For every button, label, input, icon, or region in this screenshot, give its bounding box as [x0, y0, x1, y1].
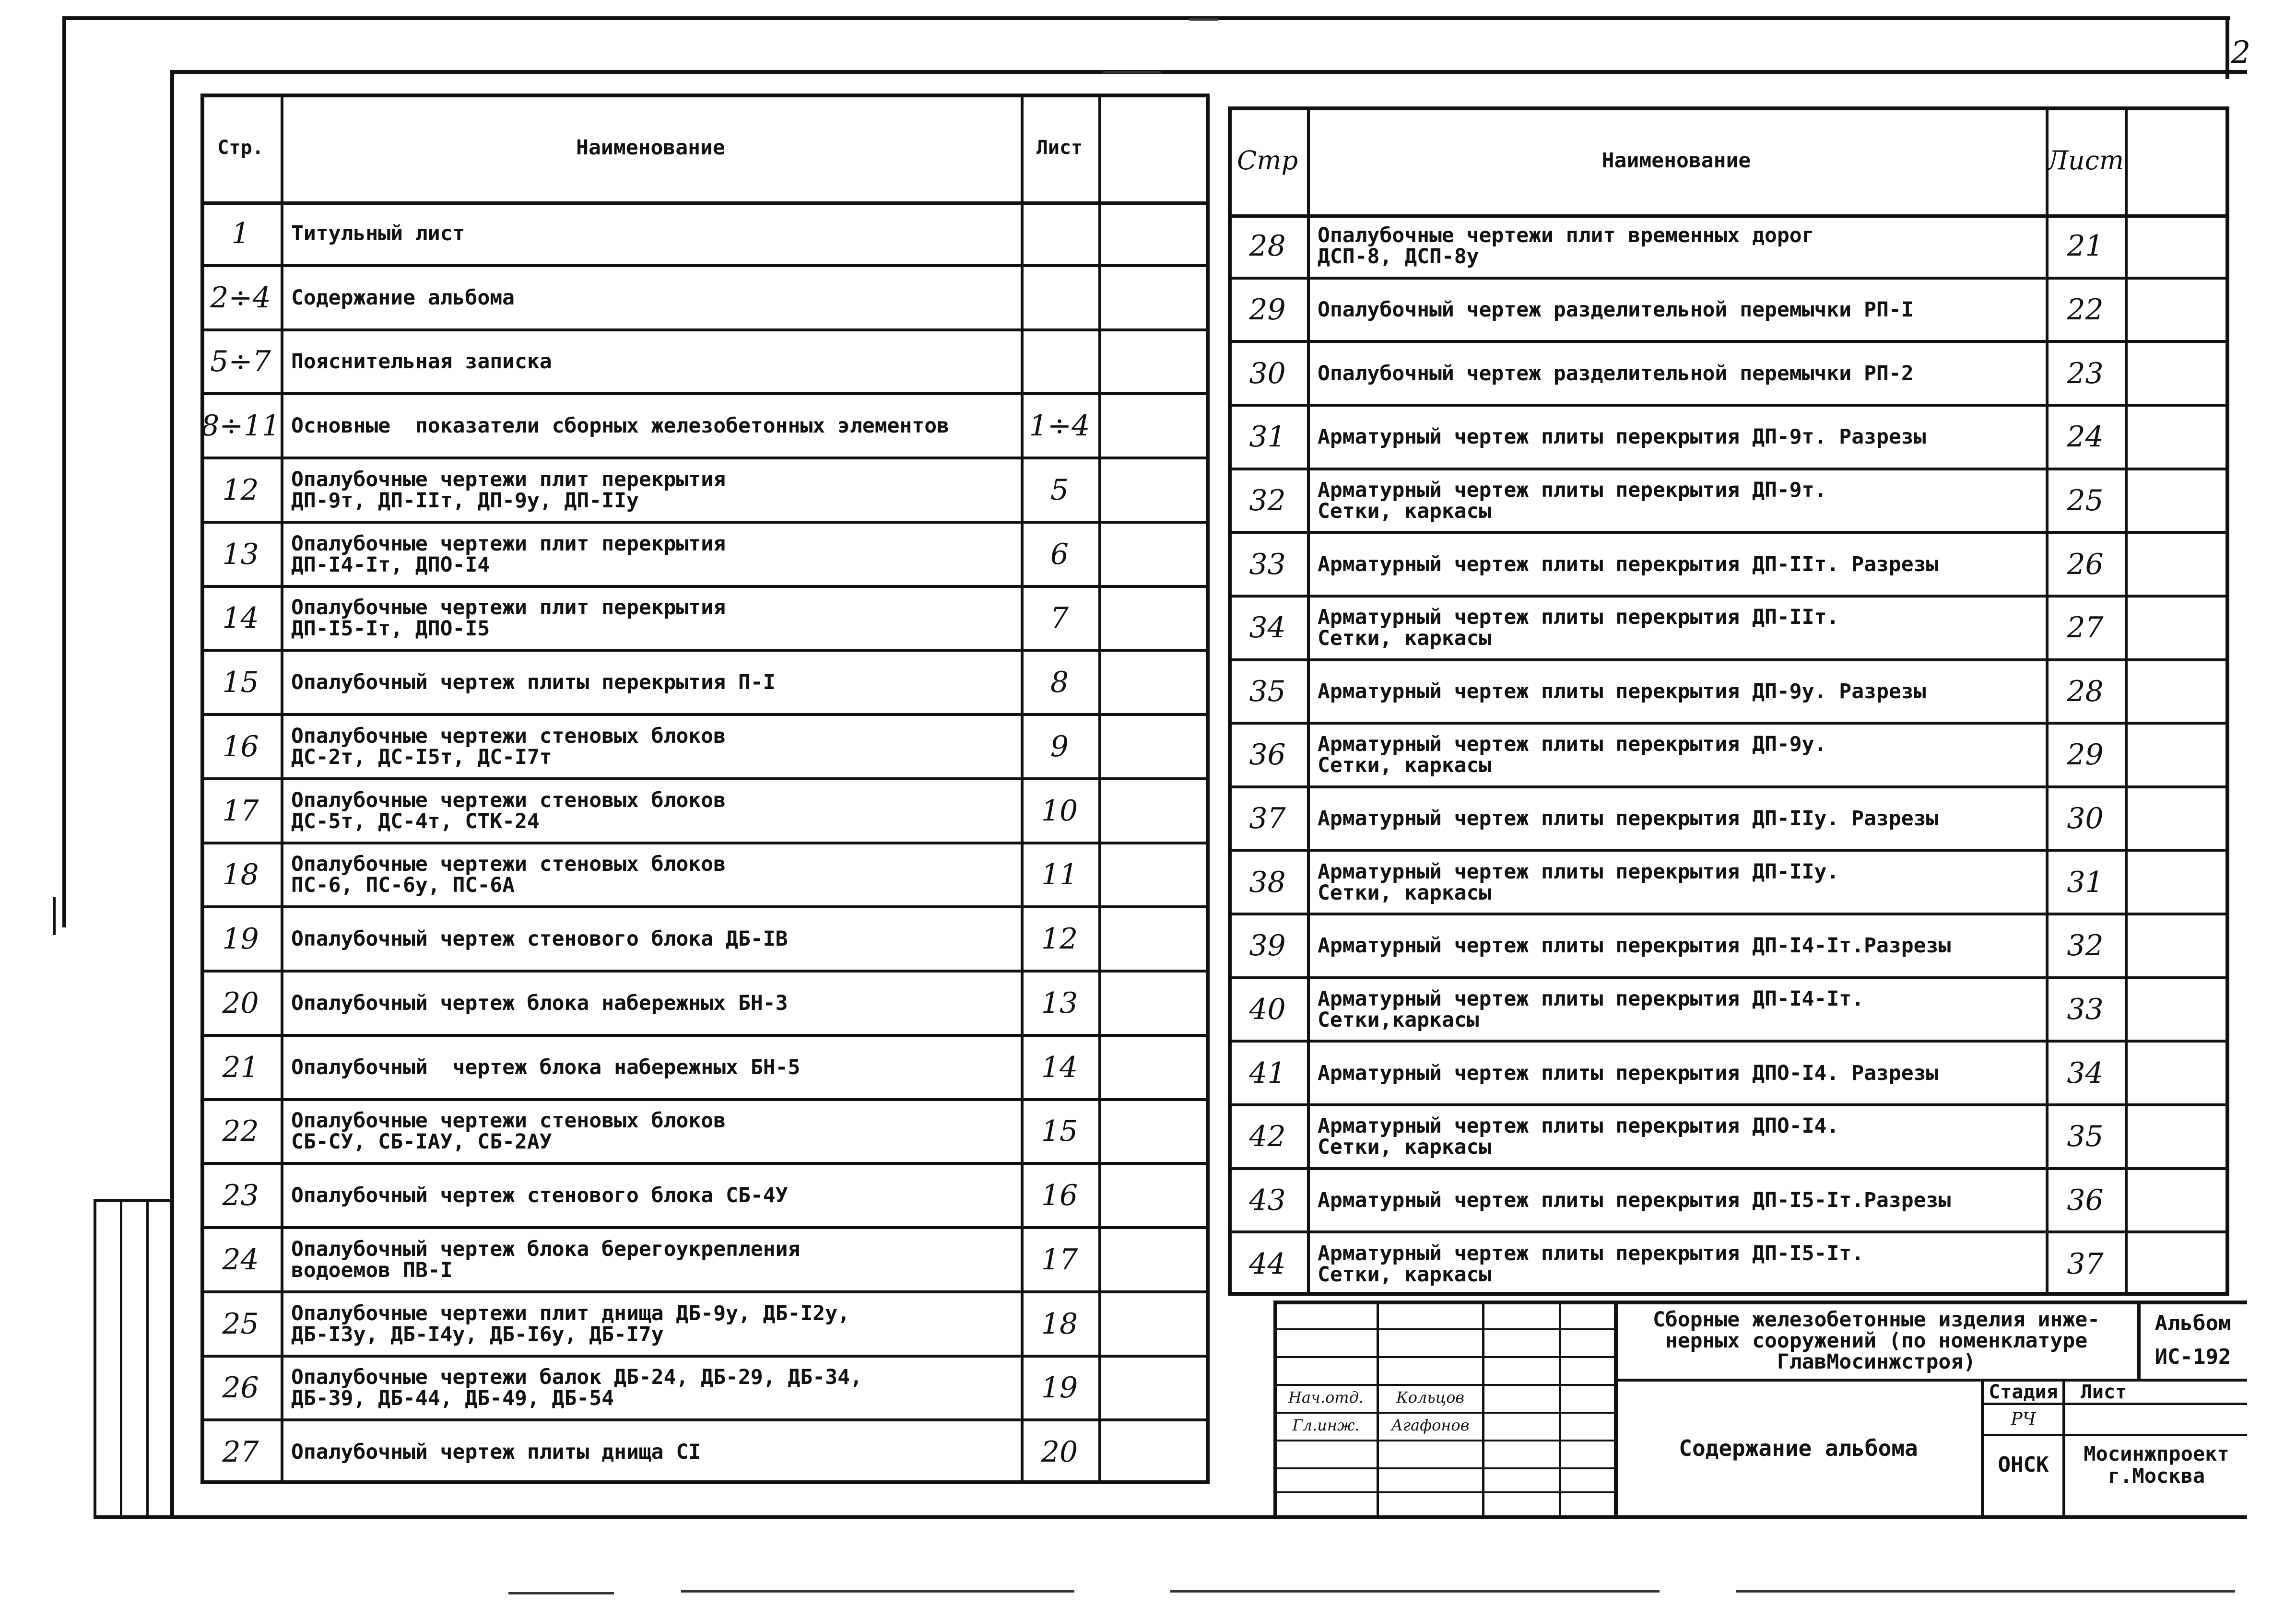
right-table-col-line-2 [2125, 106, 2128, 1296]
tb-department: ОНСК [1998, 1453, 2049, 1477]
row-name: Арматурный чертеж плиты перекрытия ДП-IIт. Сетки, каркасы [1318, 605, 1839, 651]
frame-left-line-inner [170, 70, 174, 1518]
row-sheet [1021, 201, 1098, 266]
tb-organization: Мосинжпроект г.Москва [2084, 1442, 2229, 1488]
row-sheet: 30 [2067, 802, 2104, 836]
row-page: 32 [1249, 483, 1286, 517]
row-page: 37 [1249, 802, 1286, 836]
row-sheet: 8 [1050, 666, 1069, 700]
row-name: Опалубочные чертежи плит днища ДБ-9у, ДБ-I2у, ДБ-I3у, ДБ-I4у, ДБ-I6у, ДБ-I7у [291, 1301, 850, 1347]
row-name: Арматурный чертеж плиты перекрытия ДП-9у. Разрезы [1318, 679, 1926, 703]
row-name: Пояснительная записка [291, 350, 552, 374]
row-name: Опалубочные чертежи стеновых блоков ДС-2т, ДС-I5т, ДС-I7т [291, 724, 726, 769]
row-page: 17 [222, 794, 259, 828]
row-name: Опалубочный чертеж блока берегоукрепления водоемов ПВ-I [291, 1237, 801, 1282]
tb-album-label: Альбом [2155, 1311, 2231, 1336]
row-sheet: 29 [2067, 738, 2104, 772]
row-name: Арматурный чертеж плиты перекрытия ДП-I5-Iт. Сетки, каркасы [1318, 1241, 1864, 1287]
tb-project-title: Сборные железобетонные изделия инже- нерных сооружений (по номенклатуре ГлавМосинжстроя) [1653, 1307, 2100, 1374]
row-sheet [1021, 266, 1098, 330]
row-page: 25 [222, 1307, 259, 1341]
row-name: Опалубочные чертежи стеновых блоков ПС-6, ПС-6у, ПС-6А [291, 852, 726, 898]
scan-dash-bottom3 [1170, 1590, 1660, 1593]
row-page: 5÷7 [210, 345, 271, 379]
header-name: Наименование [1601, 148, 1751, 173]
row-page: 13 [222, 537, 259, 571]
row-page: 39 [1249, 929, 1286, 963]
row-sheet: 36 [2067, 1183, 2104, 1218]
row-name: Арматурный чертеж плиты перекрытия ДП-IIу. Разрезы [1318, 807, 1939, 831]
row-name: Опалубочный чертеж разделительной перемычки РП-2 [1318, 361, 1914, 386]
row-name: Опалубочные чертежи балок ДБ-24, ДБ-29, ДБ-34, ДБ-39, ДБ-44, ДБ-49, ДБ-54 [291, 1365, 862, 1411]
row-page: 20 [222, 986, 259, 1020]
row-sheet: 13 [1041, 986, 1078, 1020]
row-page: 34 [1249, 611, 1286, 645]
row-sheet: 19 [1041, 1371, 1078, 1405]
row-name: Арматурный чертеж плиты перекрытия ДП-I4-Iт.Разрезы [1318, 934, 1951, 958]
row-page: 14 [222, 601, 259, 635]
row-name: Опалубочные чертежи стеновых блоков ДС-5т, ДС-4т, СТК-24 [291, 788, 726, 833]
row-page: 38 [1249, 865, 1286, 899]
row-sheet: 24 [2067, 420, 2104, 454]
row-name: Арматурный чертеж плиты перекрытия ДПО-I4. Сетки, каркасы [1318, 1114, 1839, 1160]
row-sheet: 6 [1050, 537, 1069, 571]
tb-sign-row-line [1273, 1467, 1616, 1469]
row-sheet: 9 [1050, 729, 1069, 763]
row-page: 36 [1249, 738, 1286, 772]
row-page: 43 [1249, 1183, 1286, 1218]
tb-stage-value: РЧ [2011, 1409, 2036, 1429]
tb-sign-role: Нач.отд. [1288, 1388, 1364, 1406]
row-name: Арматурный чертеж плиты перекрытия ДП-9т. Разрезы [1318, 425, 1926, 449]
header-name: Наименование [576, 135, 725, 160]
row-page: 44 [1249, 1247, 1286, 1281]
header-sheet: Лист [1036, 136, 1083, 159]
tb-col1 [1377, 1301, 1379, 1516]
row-page: 27 [222, 1435, 259, 1469]
row-page: 22 [222, 1114, 259, 1148]
row-page: 12 [222, 473, 259, 507]
row-page: 30 [1249, 356, 1286, 390]
row-name: Арматурный чертеж плиты перекрытия ДП-IIт. Разрезы [1318, 552, 1939, 576]
binding-strip-top [94, 1199, 173, 1202]
scan-dash-bottom4 [1736, 1590, 2235, 1593]
row-page: 24 [222, 1242, 259, 1277]
row-page: 29 [1249, 293, 1286, 327]
row-page: 2÷4 [210, 281, 271, 315]
row-page: 15 [222, 666, 259, 700]
row-name: Опалубочный чертеж плиты днища СI [291, 1440, 701, 1465]
binding-strip-mid1 [120, 1199, 122, 1518]
row-page: 35 [1249, 674, 1286, 708]
tb-sign-name: Кольцов [1396, 1388, 1465, 1406]
frame-left-line-outer [62, 16, 66, 927]
tb-sheet-title: Содержание альбома [1679, 1435, 1918, 1461]
row-sheet: 27 [2067, 611, 2104, 645]
scan-dash-bottom2 [681, 1590, 1074, 1593]
binding-mark [53, 897, 56, 935]
row-sheet: 15 [1041, 1114, 1078, 1148]
row-name: Опалубочные чертежи стеновых блоков СБ-СУ, СБ-IАУ, СБ-2АУ [291, 1109, 726, 1154]
row-sheet: 34 [2067, 1056, 2104, 1090]
row-name: Арматурный чертеж плиты перекрытия ДП-I5-Iт.Разрезы [1318, 1188, 1951, 1213]
row-sheet: 22 [2067, 293, 2104, 327]
row-page: 40 [1249, 993, 1286, 1027]
row-sheet [1021, 330, 1098, 394]
row-sheet: 17 [1041, 1242, 1078, 1277]
scan-dash-bottom [508, 1592, 614, 1594]
row-page: 21 [222, 1050, 259, 1084]
row-page: 42 [1249, 1120, 1286, 1154]
tb-stage-label: Стадия [1989, 1381, 2058, 1403]
row-sheet: 16 [1041, 1179, 1078, 1213]
row-page: 8÷11 [201, 409, 280, 443]
left-table-col-line-2 [1098, 94, 1101, 1484]
row-sheet: 11 [1041, 858, 1078, 892]
sheet-corner-number: 2 [2231, 35, 2250, 70]
tb-col2 [1482, 1301, 1484, 1516]
row-page: 26 [222, 1371, 259, 1405]
row-name: Арматурный чертеж плиты перекрытия ДП-9т. Сетки, каркасы [1318, 478, 1827, 523]
tb-sign-row-line [1273, 1356, 1616, 1358]
binding-strip-mid2 [146, 1199, 149, 1518]
row-sheet: 23 [2067, 356, 2104, 390]
row-page: 23 [222, 1179, 259, 1213]
row-name: Опалубочный чертеж разделительной перемычки РП-I [1318, 297, 1914, 322]
tb-sign-role: Гл.инж. [1292, 1416, 1360, 1434]
row-page: 18 [222, 858, 259, 892]
frame-right-line [2225, 19, 2229, 79]
tb-sheet-label: Лист [2080, 1381, 2127, 1403]
row-name: Арматурный чертеж плиты перекрытия ДП-I4-Iт. Сетки,каркасы [1318, 987, 1864, 1032]
row-name: Опалубочный чертеж стенового блока ДБ-IВ [291, 927, 788, 951]
row-sheet: 20 [1041, 1435, 1078, 1469]
row-sheet: 5 [1050, 473, 1069, 507]
tb-sign-row-line [1273, 1491, 1616, 1493]
row-page: 16 [222, 729, 259, 763]
row-sheet: 14 [1041, 1050, 1078, 1084]
frame-top-line-inner [170, 70, 2247, 74]
row-sheet: 37 [2067, 1247, 2104, 1281]
row-name: Титульный лист [291, 221, 465, 246]
row-page: 41 [1249, 1056, 1286, 1090]
row-sheet: 10 [1041, 794, 1078, 828]
row-sheet: 26 [2067, 547, 2104, 581]
row-name: Арматурный чертеж плиты перекрытия ДПО-I4. Разрезы [1318, 1061, 1939, 1085]
row-name: Опалубочные чертежи плит перекрытия ДП-I5-Iт, ДПО-I5 [291, 596, 726, 641]
row-sheet: 7 [1050, 601, 1069, 635]
row-name: Содержание альбома [291, 285, 515, 310]
row-name: Арматурный чертеж плиты перекрытия ДП-IIу. Сетки, каркасы [1318, 859, 1839, 905]
row-page: 19 [222, 922, 259, 956]
frame-top-line [62, 16, 2230, 20]
row-name: Основные показатели сборных железобетонных элементов [291, 414, 950, 438]
row-sheet: 18 [1041, 1307, 1078, 1341]
tb-album-code: ИС-192 [2155, 1345, 2231, 1369]
row-page: 1 [231, 216, 250, 250]
row-name: Арматурный чертеж плиты перекрытия ДП-9у. Сетки, каркасы [1318, 732, 1827, 778]
row-sheet: 25 [2067, 483, 2104, 517]
scan-dash-top2 [1103, 71, 1161, 73]
row-sheet: 33 [2067, 993, 2104, 1027]
tb-sign-row-line [1273, 1328, 1616, 1330]
row-page: 33 [1249, 547, 1286, 581]
row-page: 31 [1249, 420, 1286, 454]
row-sheet: 31 [2067, 865, 2104, 899]
row-name: Опалубочный чертеж блока набережных БН-3 [291, 991, 788, 1015]
row-name: Опалубочный чертеж плиты перекрытия П-I [291, 670, 776, 695]
row-sheet: 35 [2067, 1120, 2104, 1154]
row-sheet: 12 [1041, 922, 1078, 956]
row-name: Опалубочный чертеж блока набережных БН-5 [291, 1055, 801, 1079]
row-sheet: 32 [2067, 929, 2104, 963]
scan-dash-top [1189, 18, 1218, 21]
header-sheet: Лист [2046, 145, 2124, 176]
row-sheet: 28 [2067, 674, 2104, 708]
tb-sign-row-line [1273, 1440, 1616, 1441]
row-sheet: 1÷4 [1029, 409, 1090, 443]
header-page: Стр [1236, 145, 1298, 176]
header-page: Стр. [217, 136, 264, 159]
tb-sign-name: Агафонов [1391, 1416, 1470, 1434]
row-sheet: 21 [2067, 229, 2104, 263]
row-page: 28 [1249, 229, 1286, 263]
row-name: Опалубочные чертежи плит перекрытия ДП-I4-Iт, ДПО-I4 [291, 531, 726, 577]
binding-strip-left [94, 1199, 96, 1518]
tb-col3 [1559, 1301, 1561, 1516]
frame-bottom-line [94, 1515, 2247, 1519]
row-name: Опалубочные чертежи плит временных дорог ДСП-8, ДСП-8у [1318, 223, 1814, 269]
row-name: Опалубочный чертеж стенового блока СБ-4У [291, 1183, 788, 1208]
row-name: Опалубочные чертежи плит перекрытия ДП-9т, ДП-IIт, ДП-9у, ДП-IIу [291, 467, 726, 513]
